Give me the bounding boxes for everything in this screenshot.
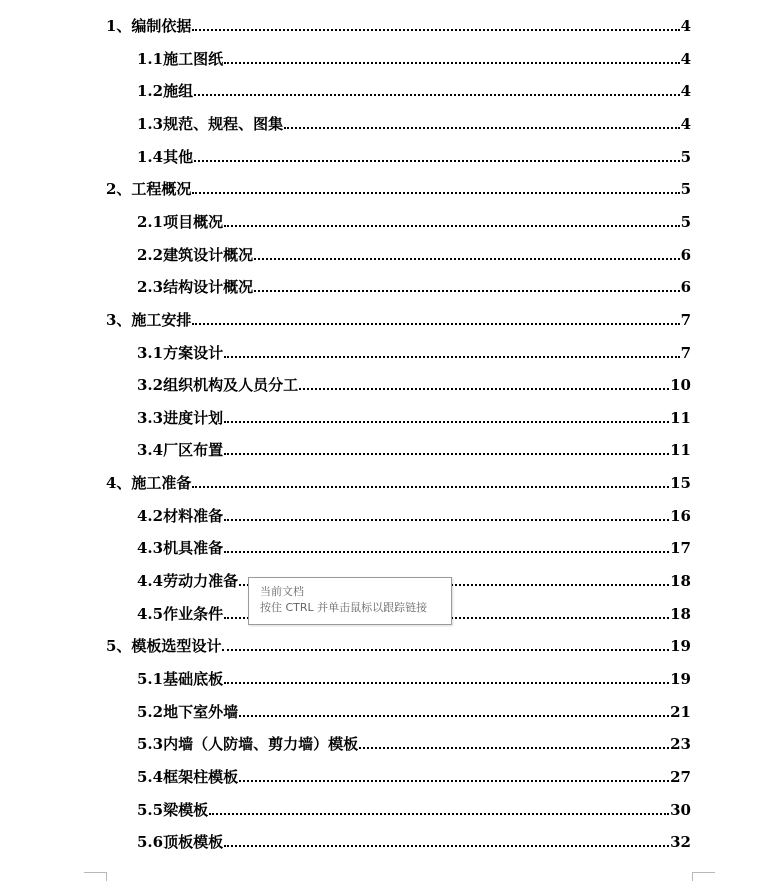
toc-entry[interactable] <box>137 111 691 133</box>
toc-entry[interactable] <box>137 405 691 427</box>
toc-entry[interactable] <box>137 46 691 68</box>
toc-entry[interactable] <box>137 144 691 166</box>
tooltip-hint: 按住 CTRL 并单击鼠标以跟踪链接 <box>260 601 428 614</box>
toc-entry-page-number: 5 <box>680 147 691 166</box>
toc-entry-label: 1.4其他 <box>137 147 194 166</box>
toc-dot-leader <box>192 29 679 31</box>
toc-dot-leader <box>224 421 669 423</box>
toc-entry-page-number: 18 <box>670 572 691 590</box>
toc-entry[interactable] <box>137 209 691 231</box>
toc-dot-leader <box>224 682 669 684</box>
toc-entry-label: 1.3规范、规程、图集 <box>137 114 284 133</box>
toc-entry-label: 2.1项目概况 <box>137 212 224 231</box>
toc-entry-page-number: 21 <box>670 702 691 721</box>
toc-entry[interactable] <box>106 633 691 655</box>
toc-dot-leader <box>209 813 669 815</box>
toc-entry-page-number: 6 <box>680 278 691 297</box>
toc-entry[interactable] <box>137 699 691 721</box>
toc-entry-label: 5.1基础底板 <box>137 670 224 688</box>
toc-entry[interactable] <box>106 470 691 492</box>
toc-entry-label: 3.3进度计划 <box>137 408 224 427</box>
toc-dot-leader <box>299 388 669 390</box>
toc-entry-page-number: 17 <box>670 539 691 558</box>
toc-entry-label: 1.2施组 <box>137 82 194 101</box>
toc-entry-page-number: 23 <box>670 735 691 754</box>
toc-entry[interactable] <box>106 176 691 198</box>
toc-entry[interactable] <box>137 764 691 786</box>
toc-entry-page-number: 7 <box>680 343 691 362</box>
toc-entry-label: 5.6顶板模板 <box>137 833 224 852</box>
toc-entry-page-number: 6 <box>680 245 691 264</box>
toc-entry[interactable] <box>137 78 691 100</box>
toc-dot-leader <box>254 258 679 260</box>
toc-entry-page-number: 11 <box>670 408 691 427</box>
toc-entry[interactable] <box>137 797 691 819</box>
toc-entry-label: 1、编制依据 <box>106 17 192 35</box>
toc-dot-leader <box>224 356 679 358</box>
toc-entry-page-number: 19 <box>670 670 691 688</box>
toc-dot-leader <box>239 780 669 782</box>
toc-dot-leader <box>194 94 679 96</box>
toc-entry-label: 5、模板选型设计 <box>106 637 222 656</box>
toc-entry[interactable] <box>137 274 691 296</box>
toc-entry-page-number: 15 <box>670 474 691 493</box>
toc-entry-page-number: 7 <box>680 310 691 329</box>
toc-dot-leader <box>224 225 679 227</box>
toc-entry-label: 5.5梁模板 <box>137 800 209 819</box>
toc-dot-leader <box>284 127 679 129</box>
toc-entry-page-number: 5 <box>680 212 691 231</box>
toc-entry-label: 2.3结构设计概况 <box>137 278 254 297</box>
toc-entry-label: 2、工程概况 <box>106 180 192 199</box>
toc-entry-label: 4、施工准备 <box>106 474 192 493</box>
toc-entry[interactable] <box>137 242 691 264</box>
toc-dot-leader <box>224 62 679 64</box>
toc-dot-leader <box>192 486 669 488</box>
toc-entry-label: 5.3内墙（人防墙、剪力墙）模板 <box>137 735 359 754</box>
toc-entry-page-number: 4 <box>680 49 691 68</box>
toc-entry[interactable] <box>137 340 691 362</box>
toc-dot-leader <box>239 715 669 717</box>
toc-entry[interactable] <box>137 372 691 394</box>
toc-dot-leader <box>192 323 679 325</box>
toc-dot-leader <box>359 747 669 749</box>
toc-entry-page-number: 4 <box>680 82 691 101</box>
toc-dot-leader <box>224 551 669 553</box>
toc-entry[interactable] <box>137 535 691 557</box>
toc-dot-leader <box>254 290 679 292</box>
toc-entry-page-number: 10 <box>670 376 691 395</box>
link-tooltip <box>248 577 452 625</box>
tooltip-title: 当前文档 <box>260 585 304 598</box>
toc-entry-label: 5.2地下室外墙 <box>137 702 239 721</box>
toc-entry-page-number: 11 <box>670 441 691 460</box>
toc-dot-leader <box>222 649 669 651</box>
toc-entry-page-number: 27 <box>670 767 691 786</box>
toc-entry-page-number: 30 <box>670 800 691 819</box>
toc-entry-label: 4.2材料准备 <box>137 506 224 525</box>
toc-entry-label: 3.4厂区布置 <box>137 441 224 460</box>
toc-entry-page-number: 18 <box>670 604 691 623</box>
toc-dot-leader <box>194 160 679 162</box>
toc-entry-label: 1.1施工图纸 <box>137 49 224 68</box>
toc-entry-page-number: 16 <box>670 506 691 525</box>
toc-entry-page-number: 4 <box>680 114 691 133</box>
toc-entry-label: 4.4劳动力准备 <box>137 572 239 590</box>
toc-entry-page-number: 19 <box>670 637 691 656</box>
toc-entry-label: 2.2建筑设计概况 <box>137 245 254 264</box>
toc-dot-leader <box>224 453 669 455</box>
toc-entry[interactable] <box>106 13 691 35</box>
toc-entry-label: 5.4框架柱模板 <box>137 767 239 786</box>
toc-entry[interactable] <box>137 503 691 525</box>
toc-entry-label: 3、施工安排 <box>106 310 192 329</box>
toc-entry-label: 3.2组织机构及人员分工 <box>137 376 299 395</box>
toc-entry[interactable] <box>137 666 691 688</box>
toc-entry-page-number: 5 <box>680 180 691 199</box>
toc-entry-label: 4.3机具准备 <box>137 539 224 558</box>
toc-entry[interactable] <box>106 307 691 329</box>
toc-entry[interactable] <box>137 437 691 459</box>
toc-dot-leader <box>224 845 669 847</box>
toc-entry-label: 4.5作业条件 <box>137 604 224 623</box>
toc-dot-leader <box>224 519 669 521</box>
toc-dot-leader <box>192 192 679 194</box>
toc-entry[interactable] <box>137 731 691 753</box>
toc-entry-page-number: 4 <box>680 17 691 35</box>
toc-entry-label: 3.1方案设计 <box>137 343 224 362</box>
toc-entry[interactable] <box>137 829 691 851</box>
toc-entry-page-number: 32 <box>670 833 691 852</box>
